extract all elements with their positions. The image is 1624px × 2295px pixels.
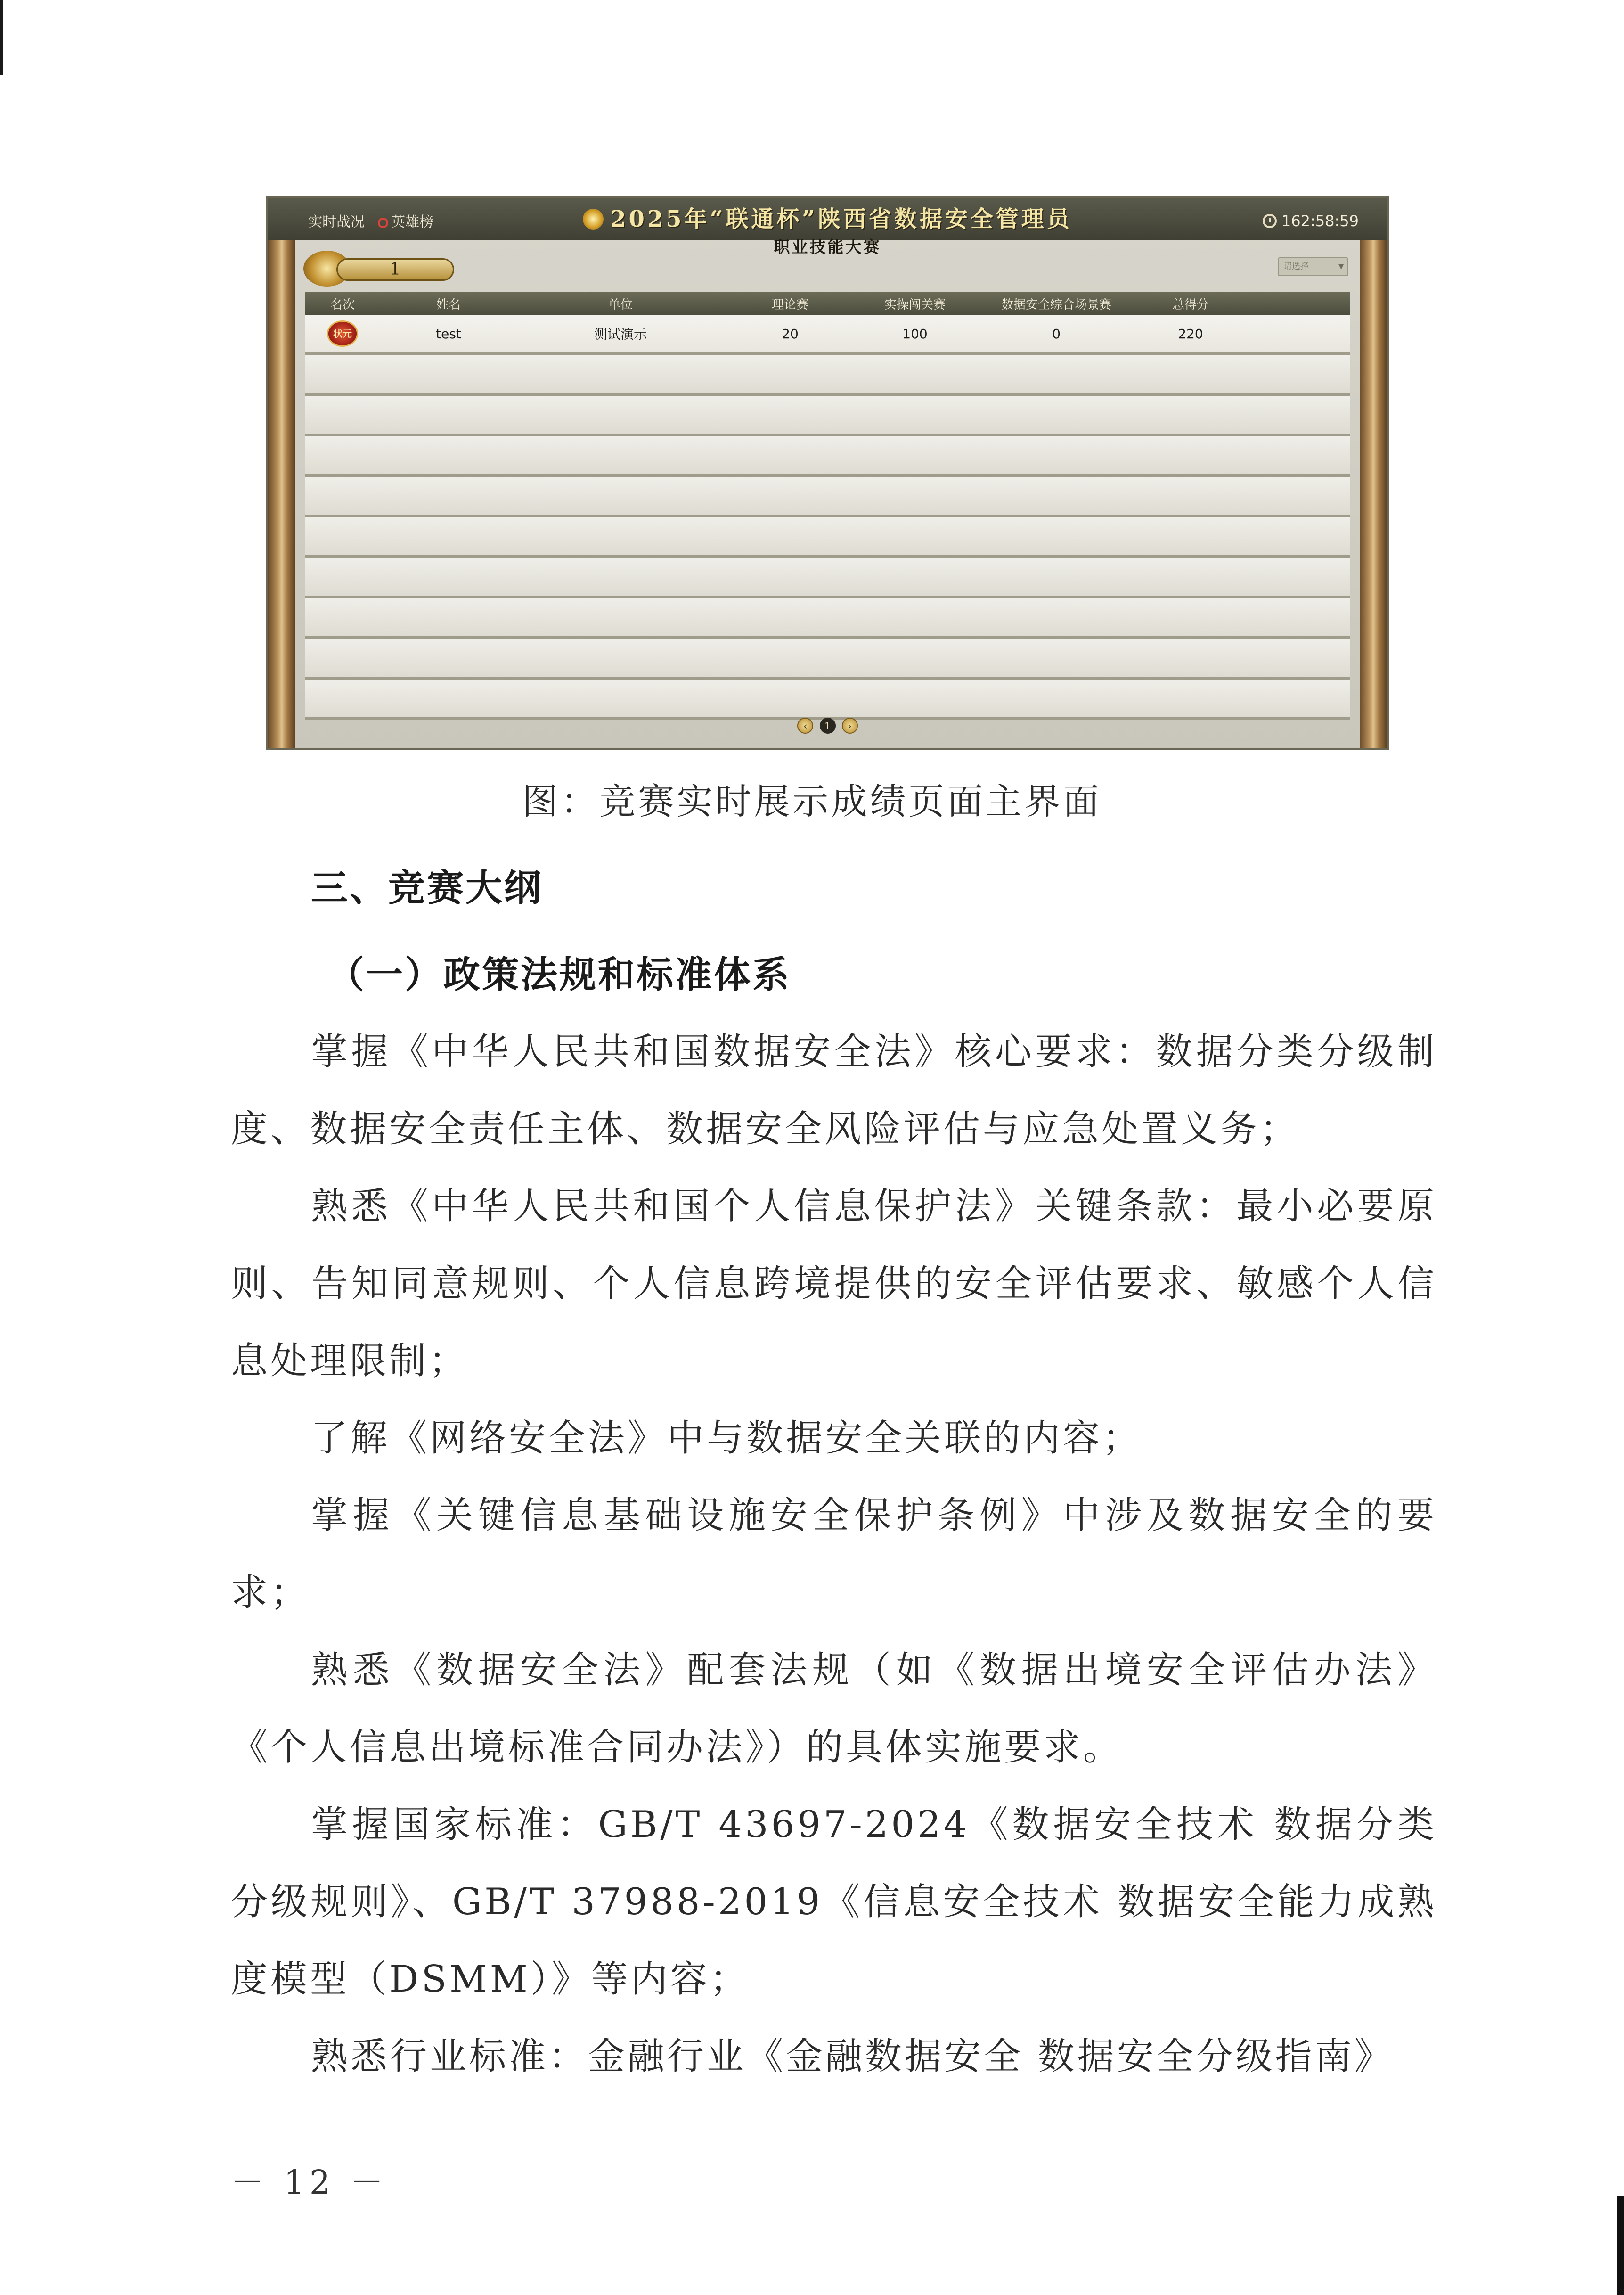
cell-practice: 100 [902,326,928,342]
table-row [305,315,1350,355]
paragraph: 掌握国家标准：GB/T 43697-2024《数据安全技术 数据分类分级规则》、GB/T 37988-2019《信息安全技术 数据安全能力成熟度模型（DSMM）》等内容； [231,1803,1437,2000]
figure-caption: 图：竞赛实时展示成绩页面主界面 [522,780,1102,822]
cell-name: test [436,326,461,342]
table-row-empty [305,355,1350,396]
table-row-empty [305,436,1350,477]
table-row-empty [305,517,1350,558]
tab-hero-board-label: 英雄榜 [391,214,433,230]
next-page-button[interactable]: › [842,718,858,734]
paragraph: 掌握《中华人民共和国数据安全法》核心要求：数据分类分级制度、数据安全责任主体、数据安全风险评估与应急处置义务； [231,1031,1437,1150]
trophy-emblem-icon [583,209,604,230]
score-table [305,292,1350,720]
leaderboard-title [268,201,1387,257]
column-header: 总得分 [1172,297,1209,312]
paragraph: 熟悉行业标准：金融行业《金融数据安全 数据安全分级指南》 [311,2035,1394,2078]
title-line-2: 职业技能大赛 [774,238,881,257]
page-button-current[interactable]: 1 [820,718,836,734]
paragraph: 了解《网络安全法》中与数据安全关联的内容； [311,1417,1143,1459]
rank-field: 1 [336,258,454,281]
scan-edge-mark [0,0,3,75]
table-row-empty [305,558,1350,598]
column-header: 姓名 [436,297,461,312]
clock-icon [1263,214,1277,228]
cell-theory: 20 [782,326,799,342]
table-header [305,292,1350,315]
column-header: 单位 [608,297,633,312]
scroll-rod-right [1360,240,1387,748]
countdown-timer [1263,212,1359,230]
cell-unit: 测试演示 [594,327,647,342]
subsection-heading: （一）政策法规和标准体系 [327,953,792,996]
title-line-1: 2025年“联通杯”陕西省数据安全管理员 [610,206,1072,232]
column-header: 理论赛 [771,297,808,312]
table-row-empty [305,598,1350,639]
table-row-empty [305,396,1350,436]
prev-page-button[interactable]: ‹ [797,718,813,734]
table-row-empty [305,639,1350,680]
table-row-empty [305,680,1350,720]
column-header: 数据安全综合场景赛 [1001,297,1111,312]
timer-value: 162:58:59 [1281,212,1359,230]
paragraph: 熟悉《中华人民共和国个人信息保护法》关键条款：最小必要原则、告知同意规则、个人信息跨境提供的安全评估要求、敏感个人信息处理限制； [231,1185,1437,1382]
leaderboard-screenshot [266,196,1389,750]
paragraph: 熟悉《数据安全法》配套法规（如《数据出境安全评估办法》《个人信息出境标准合同办法》）的具体实施要求。 [231,1649,1437,1769]
cell-total: 220 [1178,326,1203,342]
rank-medal-icon: 状元 [327,320,358,347]
scroll-rod-left [268,240,295,748]
tab-live-status[interactable]: 实时战况 [308,214,365,230]
table-row-empty [305,477,1350,517]
cell-scenario: 0 [1052,326,1061,342]
pagination [268,718,1387,734]
column-header: 实操闯关赛 [884,297,946,312]
page-number: － 12 － [231,2163,388,2202]
rank-indicator [303,251,459,287]
filter-select[interactable]: 请选择 ▼ [1278,257,1348,276]
column-header: 名次 [330,297,355,312]
scan-edge-mark [1617,2196,1624,2295]
paragraph: 掌握《关键信息基础设施安全保护条例》中涉及数据安全的要求； [231,1494,1437,1614]
section-heading: 三、竞赛大纲 [311,867,543,910]
